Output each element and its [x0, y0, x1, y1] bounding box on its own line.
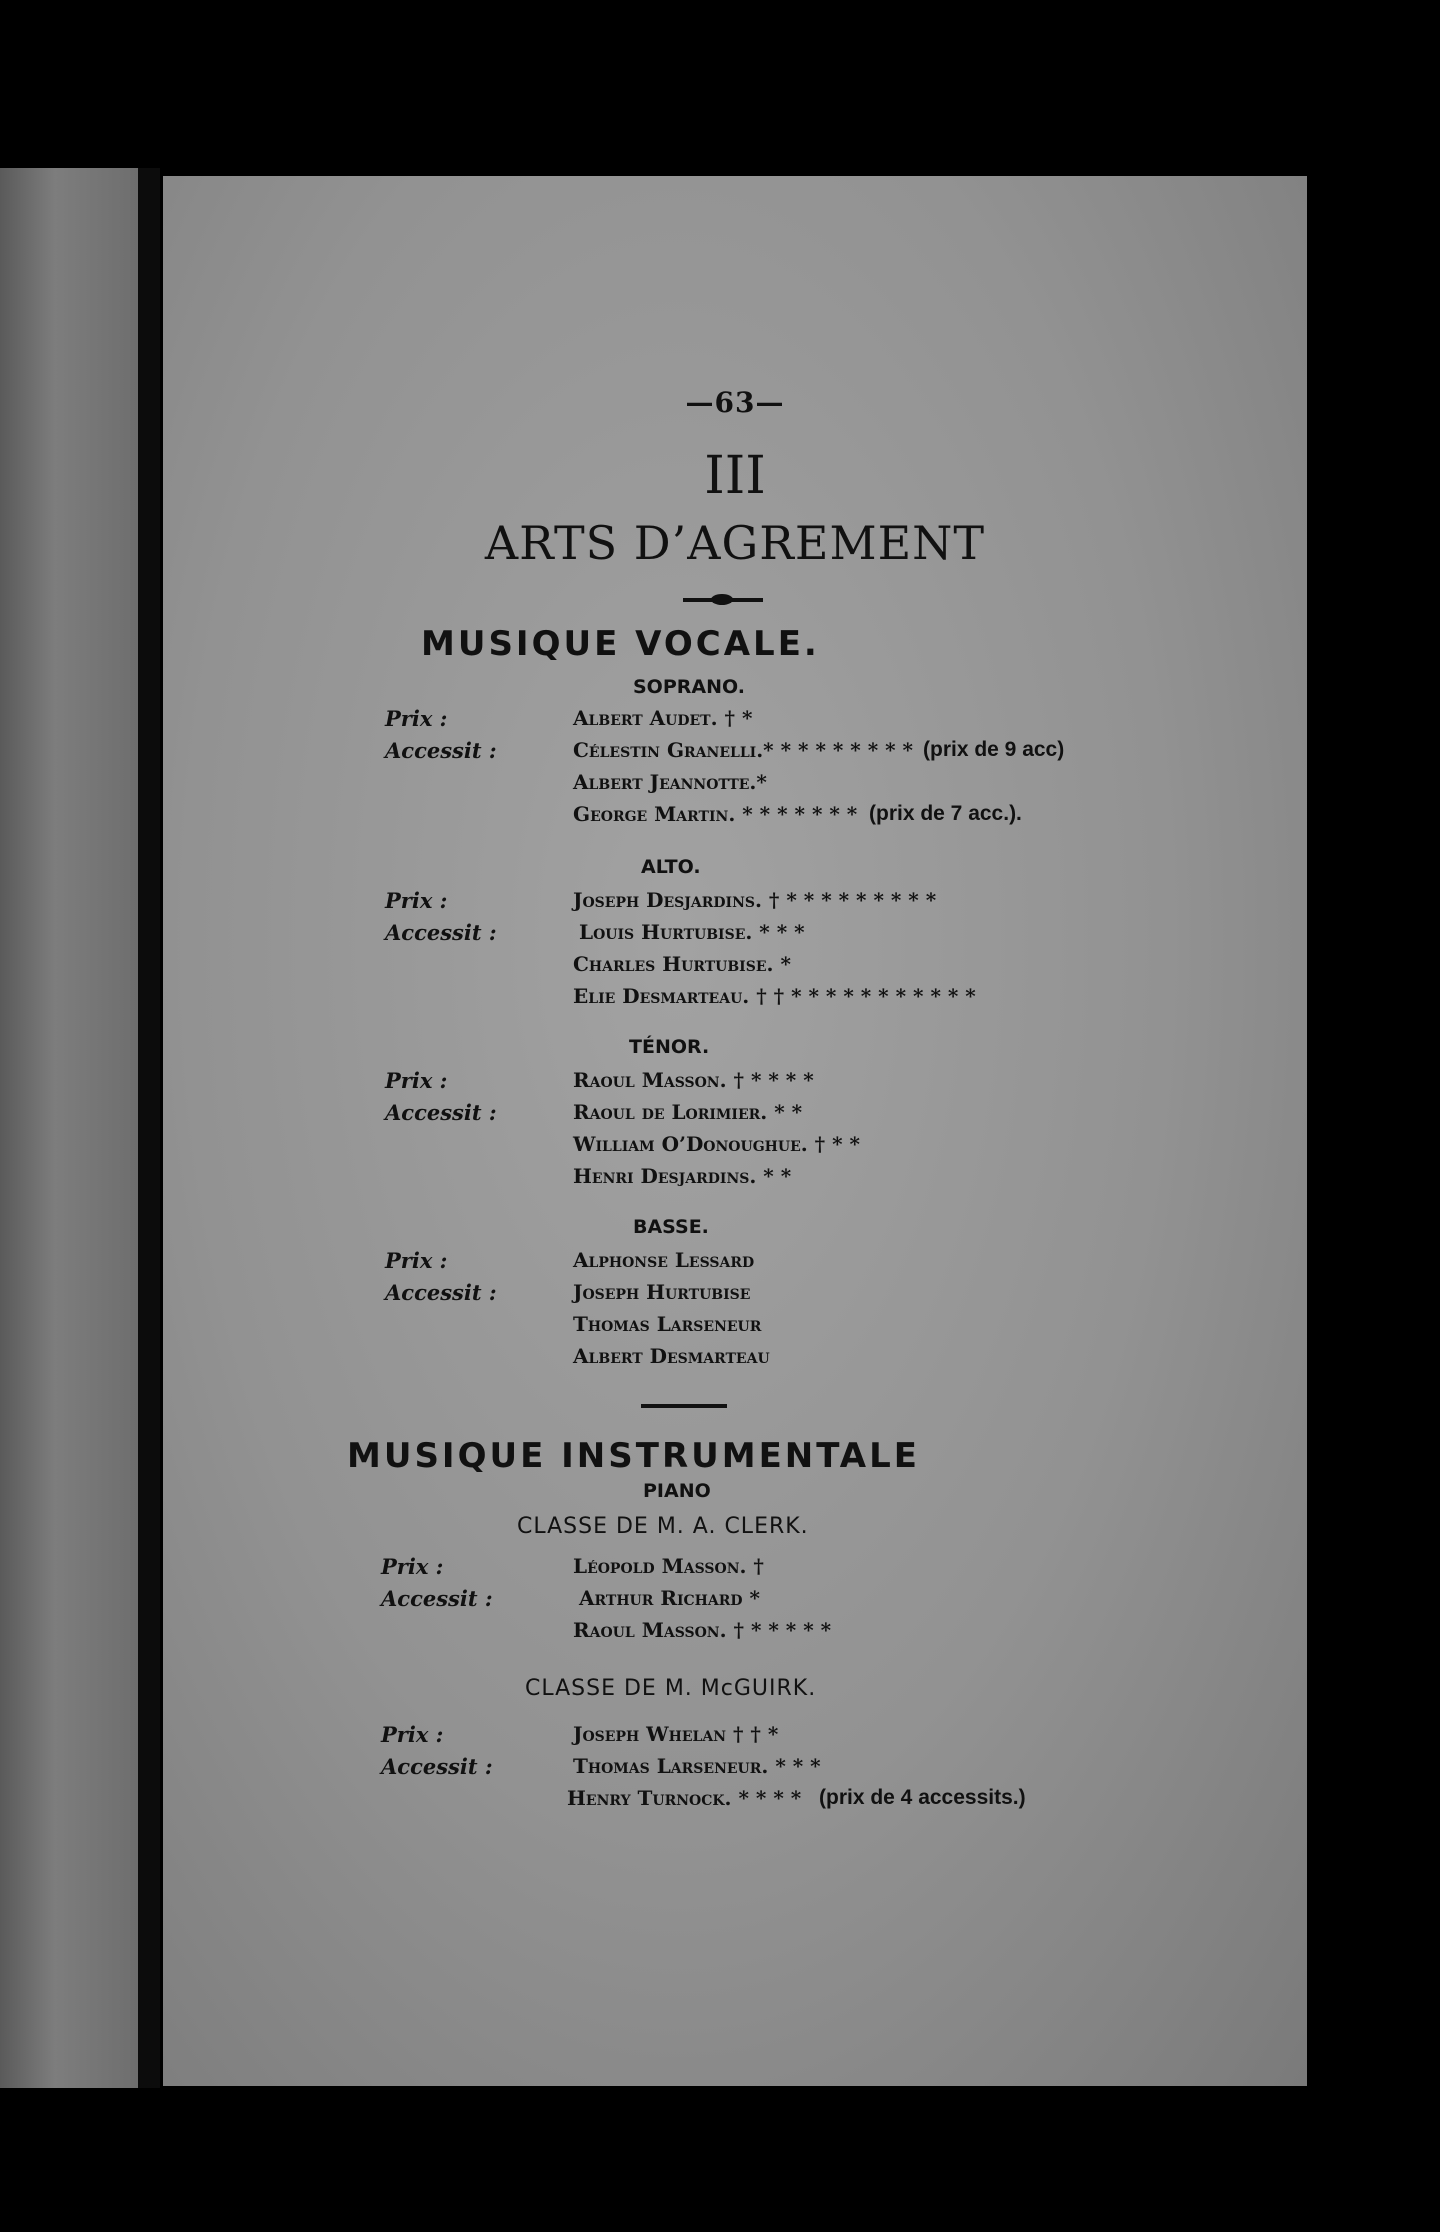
soprano-name-4: George Martin. * * * * * * *	[573, 802, 858, 826]
prix-label: Prix :	[385, 1068, 448, 1093]
facing-page-edge	[0, 168, 138, 2088]
accessit-label: Accessit :	[381, 1586, 493, 1611]
piano-heading: PIANO	[643, 1480, 711, 1502]
accessit-label: Accessit :	[385, 1280, 497, 1305]
basse-name-4: Albert Desmarteau	[573, 1344, 770, 1368]
part-number: III	[704, 446, 766, 506]
ornament-dot	[711, 594, 733, 605]
book-gutter	[138, 168, 160, 2088]
mcguirk-name-1: Joseph Whelan † † *	[573, 1722, 779, 1746]
clerk-name-3: Raoul Masson. † * * * * *	[573, 1618, 832, 1642]
accessit-label: Accessit :	[385, 920, 497, 945]
soprano-name-1: Albert Audet. † *	[573, 706, 753, 730]
basse-heading: BASSE.	[633, 1216, 709, 1238]
tenor-name-4: Henri Desjardins. * *	[573, 1164, 792, 1188]
section-divider	[641, 1404, 727, 1408]
tenor-name-2: Raoul de Lorimier. * *	[573, 1100, 803, 1124]
mcguirk-name-3: Henry Turnock. * * * *	[567, 1786, 802, 1810]
class-heading-clerk: CLASSE DE M. A. CLERK.	[517, 1514, 809, 1539]
alto-name-2: Louis Hurtubise. * * *	[579, 920, 805, 944]
clerk-name-2: Arthur Richard *	[579, 1586, 760, 1610]
prix-label: Prix :	[385, 888, 448, 913]
tenor-name-3: William O’Donoughue. † * *	[573, 1132, 860, 1156]
prix-label: Prix :	[385, 706, 448, 731]
section-title-vocal: MUSIQUE VOCALE.	[421, 624, 820, 664]
soprano-name-3: Albert Jeannotte.*	[573, 770, 767, 794]
prix-label: Prix :	[381, 1722, 444, 1747]
mcguirk-name-2: Thomas Larseneur. * * *	[573, 1754, 821, 1778]
soprano-heading: SOPRANO.	[633, 676, 745, 698]
prix-label: Prix :	[381, 1554, 444, 1579]
accessit-label: Accessit :	[381, 1754, 493, 1779]
accessit-label: Accessit :	[385, 738, 497, 763]
tenor-heading: TÉNOR.	[629, 1036, 710, 1058]
alto-name-3: Charles Hurtubise. *	[573, 952, 791, 976]
section-title-instrumental: MUSIQUE INSTRUMENTALE	[347, 1436, 920, 1476]
soprano-note-1: (prix de 9 acc)	[923, 738, 1065, 761]
page-title: ARTS D’AGREMENT	[484, 516, 986, 570]
alto-name-1: Joseph Desjardins. † * * * * * * * * *	[573, 888, 937, 912]
basse-name-3: Thomas Larseneur	[573, 1312, 762, 1336]
class-heading-mcguirk: CLASSE DE M. McGUIRK.	[525, 1676, 817, 1701]
alto-name-4: Elie Desmarteau. † † * * * * * * * * * * *	[573, 984, 976, 1008]
mcguirk-note: (prix de 4 accessits.)	[819, 1786, 1026, 1809]
soprano-name-2: Célestin Granelli.* * * * * * * * *	[573, 738, 914, 762]
book-page	[163, 176, 1307, 2086]
clerk-name-1: Léopold Masson. †	[573, 1554, 764, 1578]
alto-heading: ALTO.	[641, 856, 701, 878]
tenor-name-1: Raoul Masson. † * * * *	[573, 1068, 814, 1092]
page-number: —63—	[685, 386, 785, 419]
accessit-label: Accessit :	[385, 1100, 497, 1125]
basse-name-2: Joseph Hurtubise	[573, 1280, 751, 1304]
prix-label: Prix :	[385, 1248, 448, 1273]
basse-name-1: Alphonse Lessard	[573, 1248, 755, 1272]
soprano-note-2: (prix de 7 acc.).	[869, 802, 1022, 825]
